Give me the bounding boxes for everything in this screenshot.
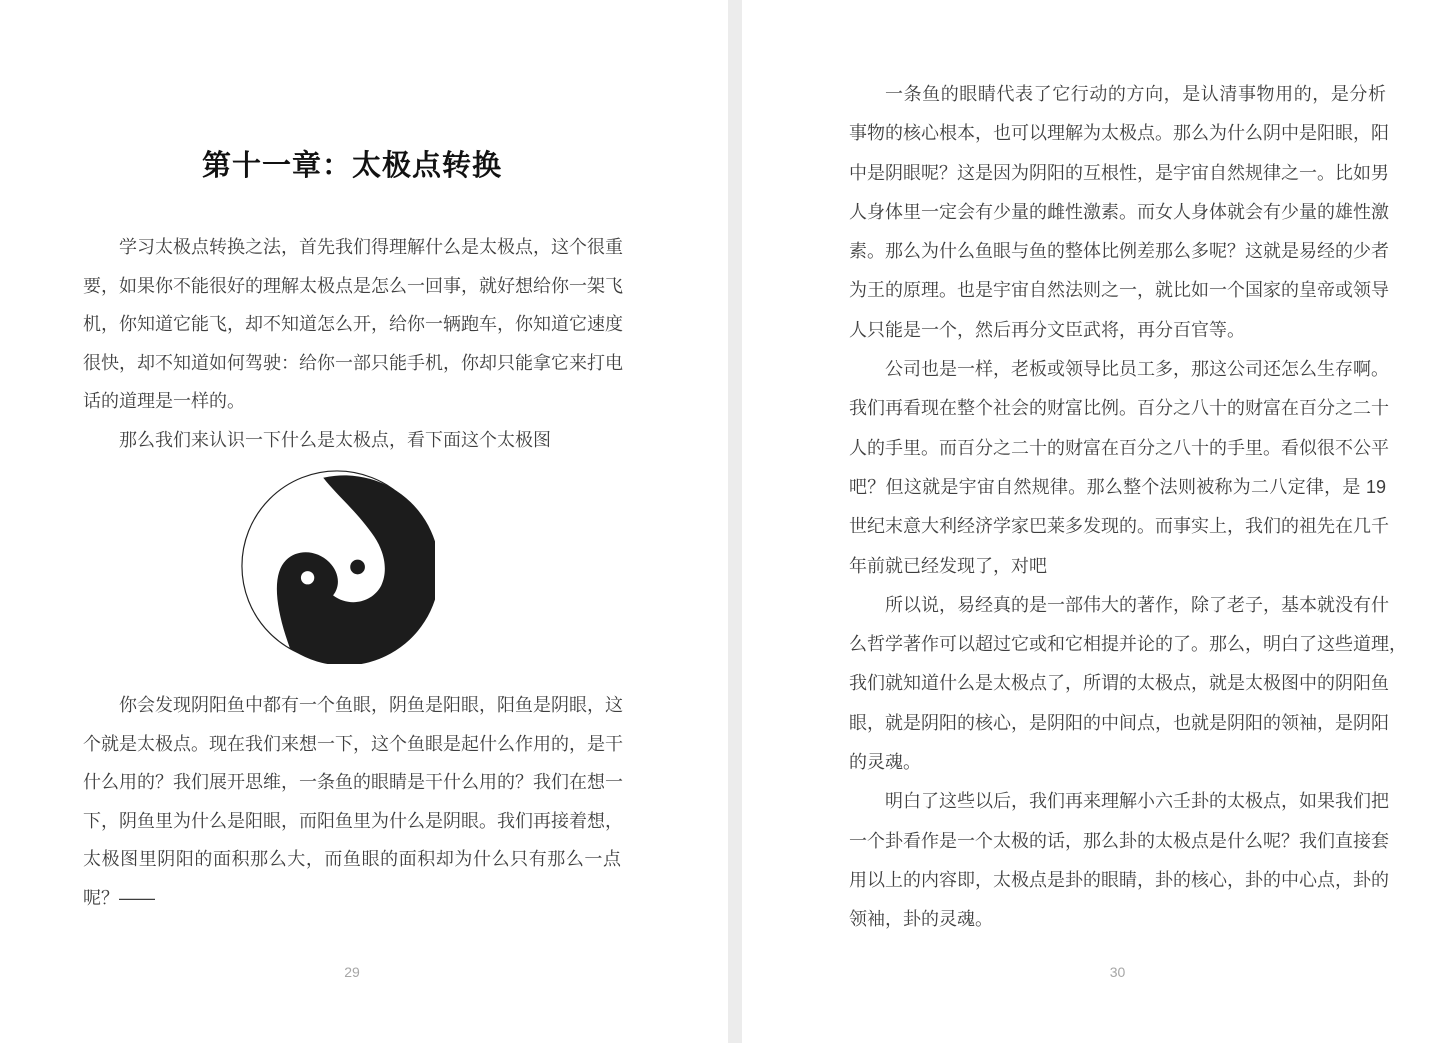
- taiji-figure: [239, 468, 435, 664]
- text-line: 呢？——: [83, 887, 155, 908]
- text-line: 世纪末意大利经济学家巴莱多发现的。而事实上，我们的祖先在几千: [849, 516, 1389, 537]
- text-line: 要，如果你不能很好的理解太极点是怎么一回事，就好想给你一架飞: [83, 275, 623, 296]
- text-line: 眼，就是阴阳的核心，是阴阳的中间点，也就是阴阳的领袖，是阴阳: [849, 712, 1389, 733]
- text-line: 领袖，卦的灵魂。: [849, 909, 993, 930]
- text-line: 我们就知道什么是太极点了，所谓的太极点，就是太极图中的阴阳鱼: [849, 673, 1389, 694]
- text-line: 一条鱼的眼睛代表了它行动的方向，是认清事物用的，是分析: [885, 84, 1386, 104]
- page-number-right: 30: [1109, 964, 1126, 980]
- text-line: 机，你知道它能飞，却不知道怎么开，给你一辆跑车，你知道它速度: [83, 314, 623, 334]
- text-line: 一个卦看作是一个太极的话，那么卦的太极点是什么呢？我们直接套: [849, 830, 1389, 851]
- text-line: 所以说，易经真的是一部伟大的著作，除了老子，基本就没有什: [885, 594, 1389, 615]
- text-line: 素。那么为什么鱼眼与鱼的整体比例差那么多呢？这就是易经的少者: [849, 241, 1389, 262]
- text-line: 下，阴鱼里为什么是阳眼，而阳鱼里为什么是阴眼。我们再接着想，: [83, 810, 623, 831]
- left-paragraphs-top: [83, 228, 621, 459]
- taiji-yinyang-icon: [239, 468, 435, 664]
- chapter-title: 第十一章：太极点转换: [201, 150, 502, 182]
- text-line: 为王的原理。也是宇宙自然法则之一，就比如一个国家的皇帝或领导: [849, 280, 1389, 301]
- yin-eye-dot: [301, 571, 314, 584]
- text-line: 什么用的？我们展开思维，一条鱼的眼睛是干什么用的？我们在想一: [83, 772, 623, 792]
- text-line: 用以上的内容即，太极点是卦的眼睛，卦的核心，卦的中心点，卦的: [849, 869, 1389, 890]
- text-line: 明白了这些以后，我们再来理解小六壬卦的太极点，如果我们把: [885, 791, 1389, 812]
- text-line: 吧？但这就是宇宙自然规律。那么整个法则被称为二八定律，是 19: [849, 476, 1386, 497]
- text-line: 你会发现阴阳鱼中都有一个鱼眼，阴鱼是阳眼，阳鱼是阴眼，这: [119, 695, 623, 715]
- text-line: 个就是太极点。现在我们来想一下，这个鱼眼是起什么作用的，是干: [83, 733, 623, 754]
- text-line: 么哲学著作可以超过它或和它相提并论的了。那么，明白了这些道理，: [849, 634, 1407, 655]
- text-line: 人只能是一个，然后再分文臣武将，再分百官等。: [849, 319, 1245, 340]
- left-paragraphs-bottom: [83, 686, 621, 917]
- text-line: 我们再看现在整个社会的财富比例。百分之八十的财富在百分之二十: [849, 398, 1389, 419]
- yang-eye-dot: [350, 560, 365, 575]
- text-line: 那么我们来认识一下什么是太极点，看下面这个太极图: [119, 429, 551, 450]
- text-line: 公司也是一样，老板或领导比员工多，那这公司还怎么生存啊。: [885, 359, 1389, 380]
- text-line: 事物的核心根本，也可以理解为太极点。那么为什么阴中是阳眼，阳: [849, 123, 1389, 144]
- text-line: 年前就已经发现了，对吧: [849, 555, 1047, 576]
- text-line: 人的手里。而百分之二十的财富在百分之八十的手里。看似很不公平: [849, 437, 1389, 458]
- text-line: 人身体里一定会有少量的雌性激素。而女人身体就会有少量的雄性激: [849, 201, 1389, 222]
- text-line: 学习太极点转换之法，首先我们得理解什么是太极点，这个很重: [119, 237, 623, 257]
- right-paragraphs: [849, 75, 1407, 940]
- text-line: 太极图里阴阳的面积那么大，而鱼眼的面积却为什么只有那么一点: [83, 849, 621, 869]
- page-right: [742, 0, 1440, 1043]
- page-number-left: 29: [344, 964, 360, 980]
- text-line: 很快，却不知道如何驾驶：给你一部只能手机，你却只能拿它来打电: [83, 352, 623, 373]
- text-line: 的灵魂。: [849, 752, 921, 773]
- page-seam: [728, 0, 742, 1043]
- text-line: 中是阴眼呢？这是因为阴阳的互根性，是宇宙自然规律之一。比如男: [849, 162, 1389, 183]
- text-line: 话的道理是一样的。: [83, 391, 245, 411]
